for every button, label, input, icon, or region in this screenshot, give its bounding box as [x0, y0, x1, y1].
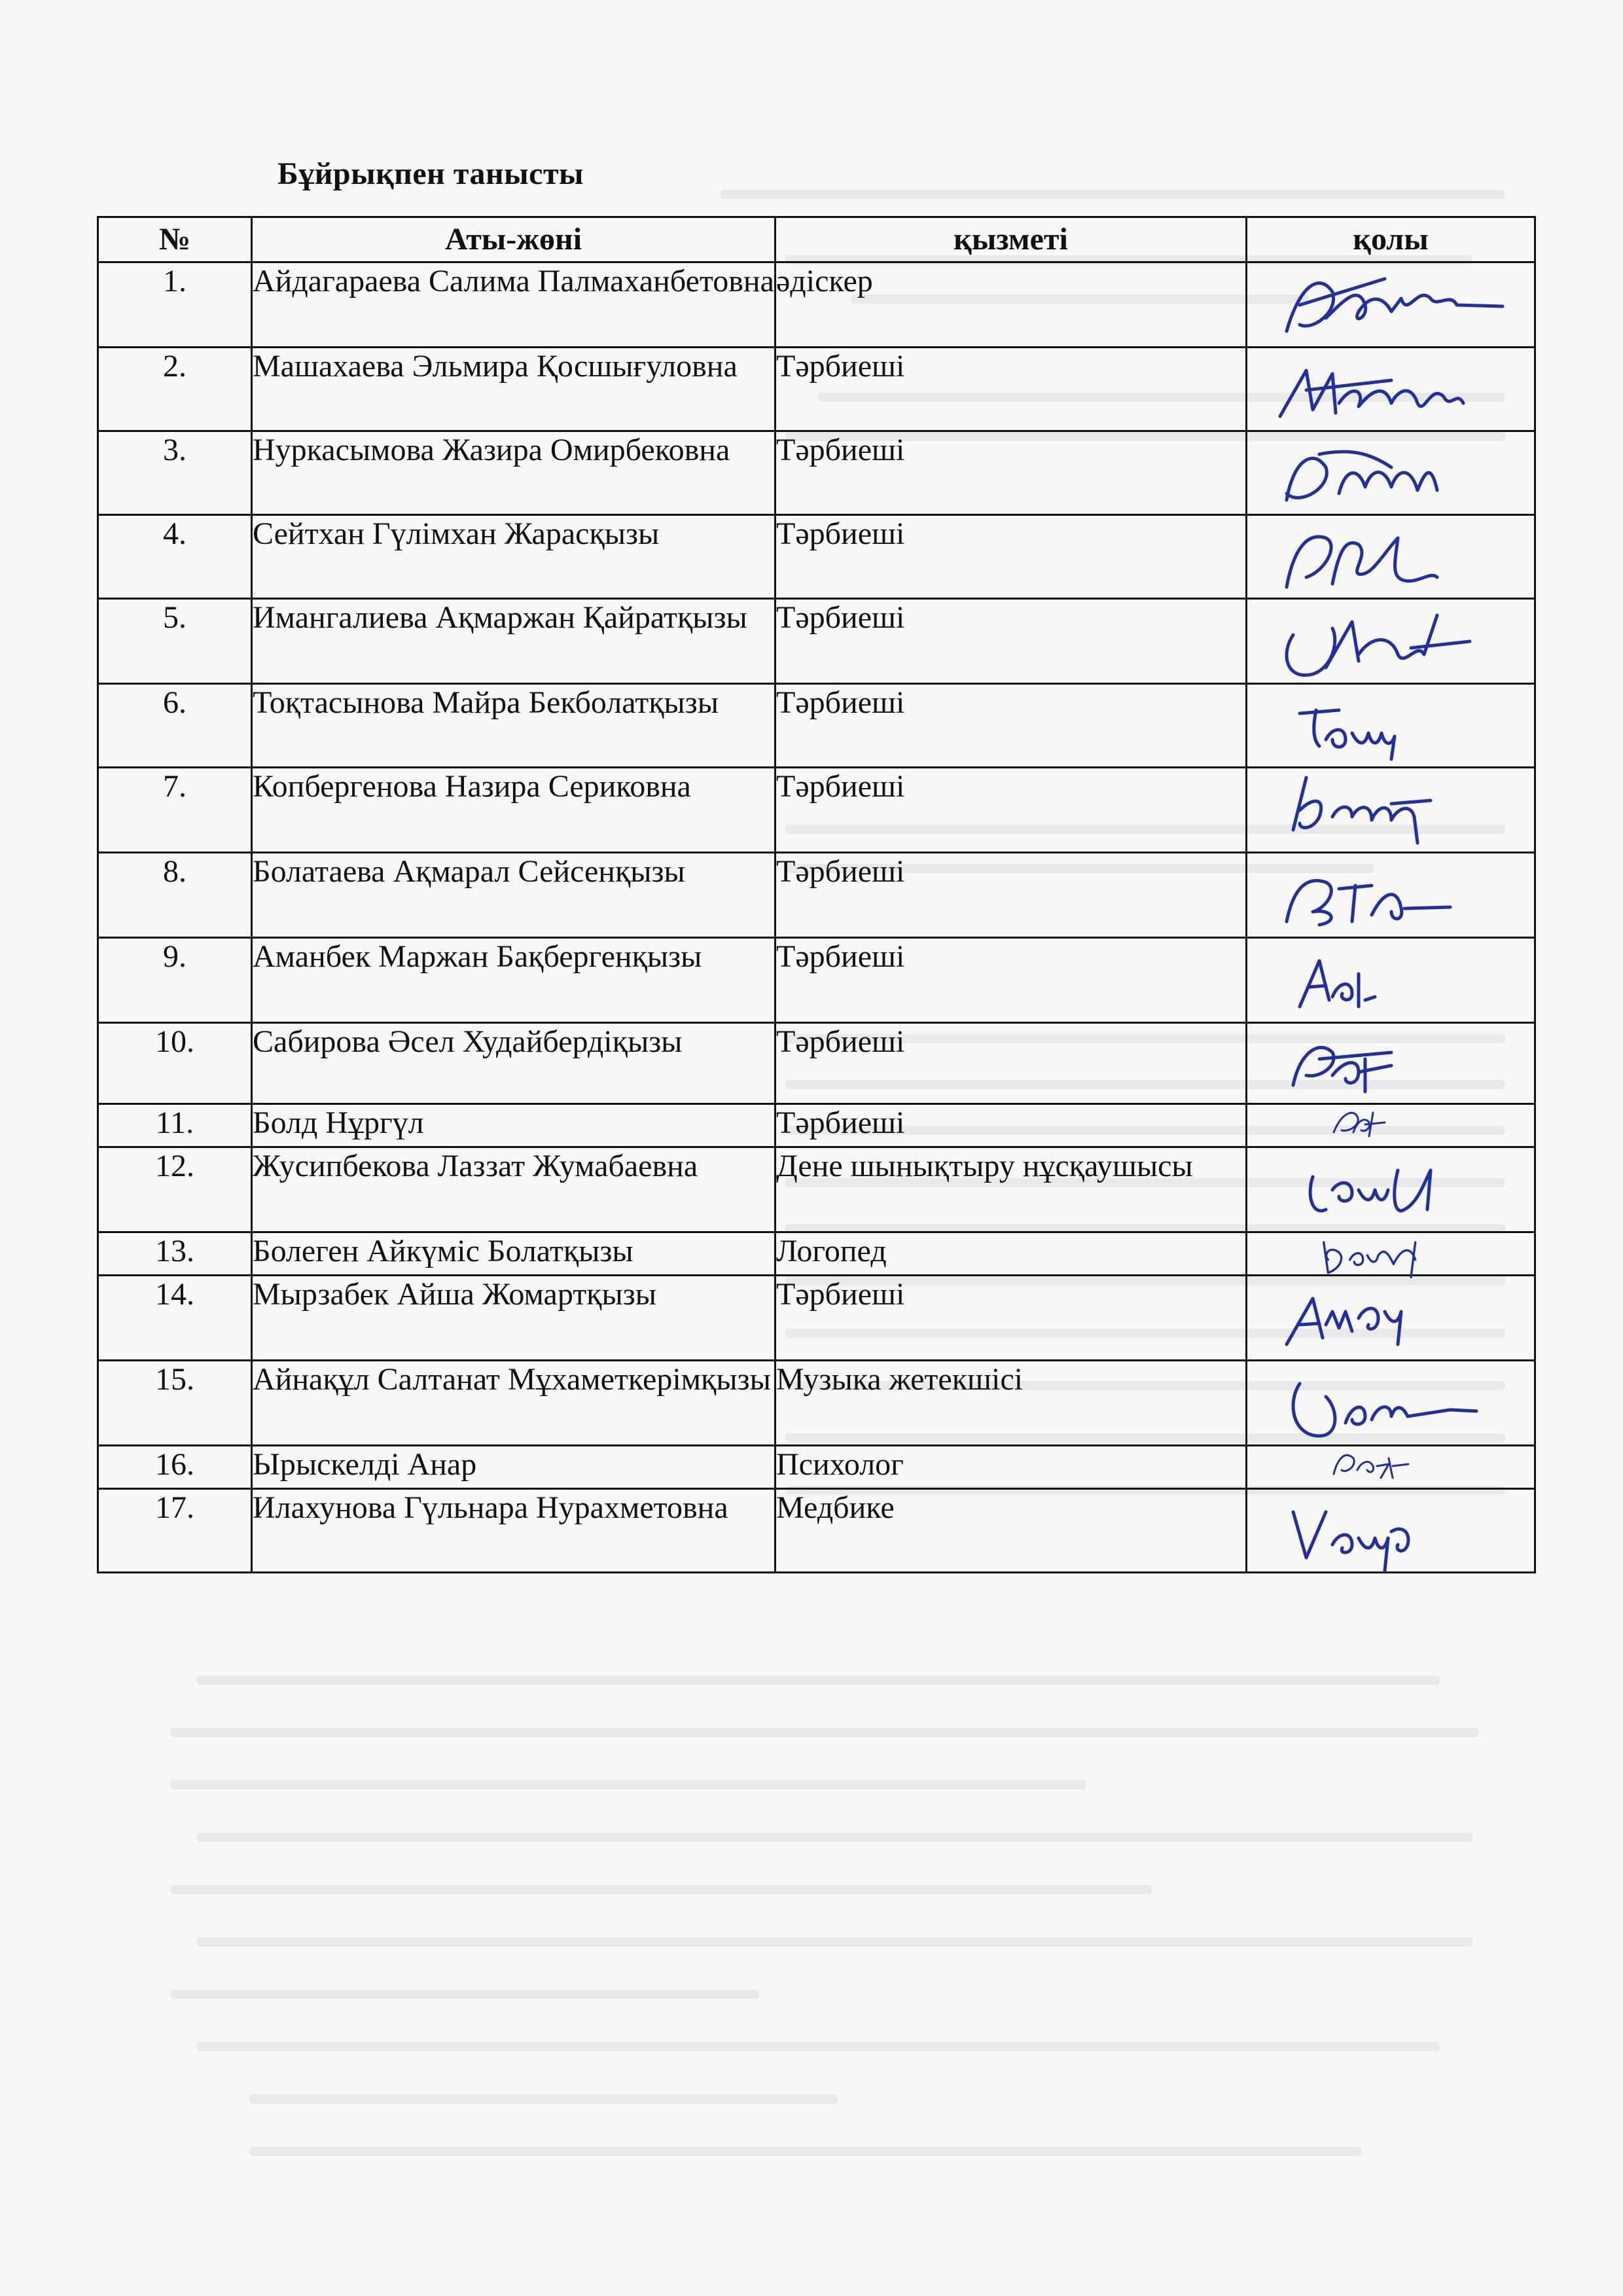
employee-name: Айнақұл Салтанат Мұхаметкерімқызы [252, 1361, 776, 1446]
employee-name: Жусипбекова Лаззат Жумабаевна [252, 1147, 776, 1232]
document-title: Бұйрықпен танысты [277, 156, 584, 191]
row-number: 2. [98, 348, 252, 431]
signature-cell [1247, 1147, 1535, 1232]
employee-name: Айдагараева Салима Палмаханбетовна [252, 262, 776, 348]
signature-cell [1247, 1446, 1535, 1489]
signature-cell [1247, 1104, 1535, 1147]
acknowledgment-table [97, 216, 1536, 1573]
handwritten-signature [1260, 596, 1509, 694]
handwritten-signature [1260, 1272, 1509, 1371]
employee-position: Тәрбиеші [776, 599, 1247, 684]
signature-cell [1247, 1489, 1535, 1573]
header-signature: қолы [1247, 217, 1535, 262]
employee-position: Дене шынықтыру нұсқаушысы [776, 1147, 1247, 1232]
employee-name: Мырзабек Айша Жомартқызы [252, 1276, 776, 1361]
table-row [98, 853, 1535, 938]
row-number: 13. [98, 1232, 252, 1276]
signature-cell [1247, 431, 1535, 515]
employee-position: әдіскер [776, 262, 1247, 348]
employee-position: Логопед [776, 1232, 1247, 1276]
employee-name: Сабирова Әсел Худайбердіқызы [252, 1023, 776, 1104]
signature-cell [1247, 684, 1535, 768]
table-row [98, 684, 1535, 768]
employee-position: Тәрбиеші [776, 1276, 1247, 1361]
employee-position: Медбике [776, 1489, 1247, 1573]
header-position: қызметі [776, 217, 1247, 262]
employee-position: Тәрбиеші [776, 1023, 1247, 1104]
table-row [98, 768, 1535, 853]
row-number: 8. [98, 853, 252, 938]
row-number: 14. [98, 1276, 252, 1361]
employee-position: Тәрбиеші [776, 515, 1247, 599]
employee-position: Музыка жетекшісі [776, 1361, 1247, 1446]
row-number: 17. [98, 1489, 252, 1573]
row-number: 7. [98, 768, 252, 853]
signature-cell [1247, 599, 1535, 684]
employee-name: Ырыскелді Анар [252, 1446, 776, 1489]
employee-name: Машахаева Эльмира Қосшығуловна [252, 348, 776, 431]
table-row [98, 938, 1535, 1023]
handwritten-signature [1260, 850, 1509, 948]
employee-name: Сейтхан Гүлімхан Жарасқызы [252, 515, 776, 599]
employee-position: Тәрбиеші [776, 1104, 1247, 1147]
table-row [98, 1232, 1535, 1276]
employee-position: Тәрбиеші [776, 768, 1247, 853]
signature-cell [1247, 938, 1535, 1023]
table-header-row [98, 217, 1535, 262]
employee-name: Болеген Айкүміс Болатқызы [252, 1232, 776, 1276]
header-full-name: Аты-жөні [252, 217, 776, 262]
employee-name: Нуркасымова Жазира Омирбековна [252, 431, 776, 515]
row-number: 9. [98, 938, 252, 1023]
employee-position: Тәрбиеші [776, 684, 1247, 768]
row-number: 6. [98, 684, 252, 768]
employee-name: Копбергенова Назира Сериковна [252, 768, 776, 853]
signature-cell [1247, 348, 1535, 431]
signature-cell [1247, 262, 1535, 348]
handwritten-signature [1260, 1357, 1509, 1456]
employee-name: Болд Нұргүл [252, 1104, 776, 1147]
signature-cell [1247, 853, 1535, 938]
employee-position: Тәрбиеші [776, 853, 1247, 938]
table-row [98, 599, 1535, 684]
employee-position: Психолог [776, 1446, 1247, 1489]
signature-cell [1247, 1023, 1535, 1104]
row-number: 5. [98, 599, 252, 684]
employee-name: Тоқтасынова Майра Бекболатқызы [252, 684, 776, 768]
signature-cell [1247, 1232, 1535, 1276]
employee-position: Тәрбиеші [776, 938, 1247, 1023]
handwritten-signature [1260, 764, 1509, 863]
row-number: 12. [98, 1147, 252, 1232]
table-row [98, 1147, 1535, 1232]
table-row [98, 1104, 1535, 1147]
table-row [98, 431, 1535, 515]
handwritten-signature [1260, 1486, 1509, 1584]
employee-name: Болатаева Ақмарал Сейсенқызы [252, 853, 776, 938]
table-row [98, 1489, 1535, 1573]
row-number: 15. [98, 1361, 252, 1446]
employee-name: Аманбек Маржан Бақбергенқызы [252, 938, 776, 1023]
row-number: 10. [98, 1023, 252, 1104]
row-number: 3. [98, 431, 252, 515]
table-row [98, 1276, 1535, 1361]
employee-position: Тәрбиеші [776, 431, 1247, 515]
handwritten-signature [1260, 935, 1509, 1033]
header-number: № [98, 217, 252, 262]
handwritten-signature [1260, 259, 1509, 357]
table-row [98, 1023, 1535, 1104]
row-number: 16. [98, 1446, 252, 1489]
signature-cell [1247, 515, 1535, 599]
signature-cell [1247, 1361, 1535, 1446]
signature-cell [1247, 1276, 1535, 1361]
row-number: 1. [98, 262, 252, 348]
handwritten-signature [1260, 1144, 1509, 1242]
row-number: 4. [98, 515, 252, 599]
employee-name: Илахунова Гүльнара Нурахметовна [252, 1489, 776, 1573]
table-row [98, 262, 1535, 348]
table-row [98, 1446, 1535, 1489]
employee-position: Тәрбиеші [776, 348, 1247, 431]
table-row [98, 348, 1535, 431]
employee-name: Имангалиева Ақмаржан Қайратқызы [252, 599, 776, 684]
signature-cell [1247, 768, 1535, 853]
table-row [98, 1361, 1535, 1446]
table-row [98, 515, 1535, 599]
row-number: 11. [98, 1104, 252, 1147]
